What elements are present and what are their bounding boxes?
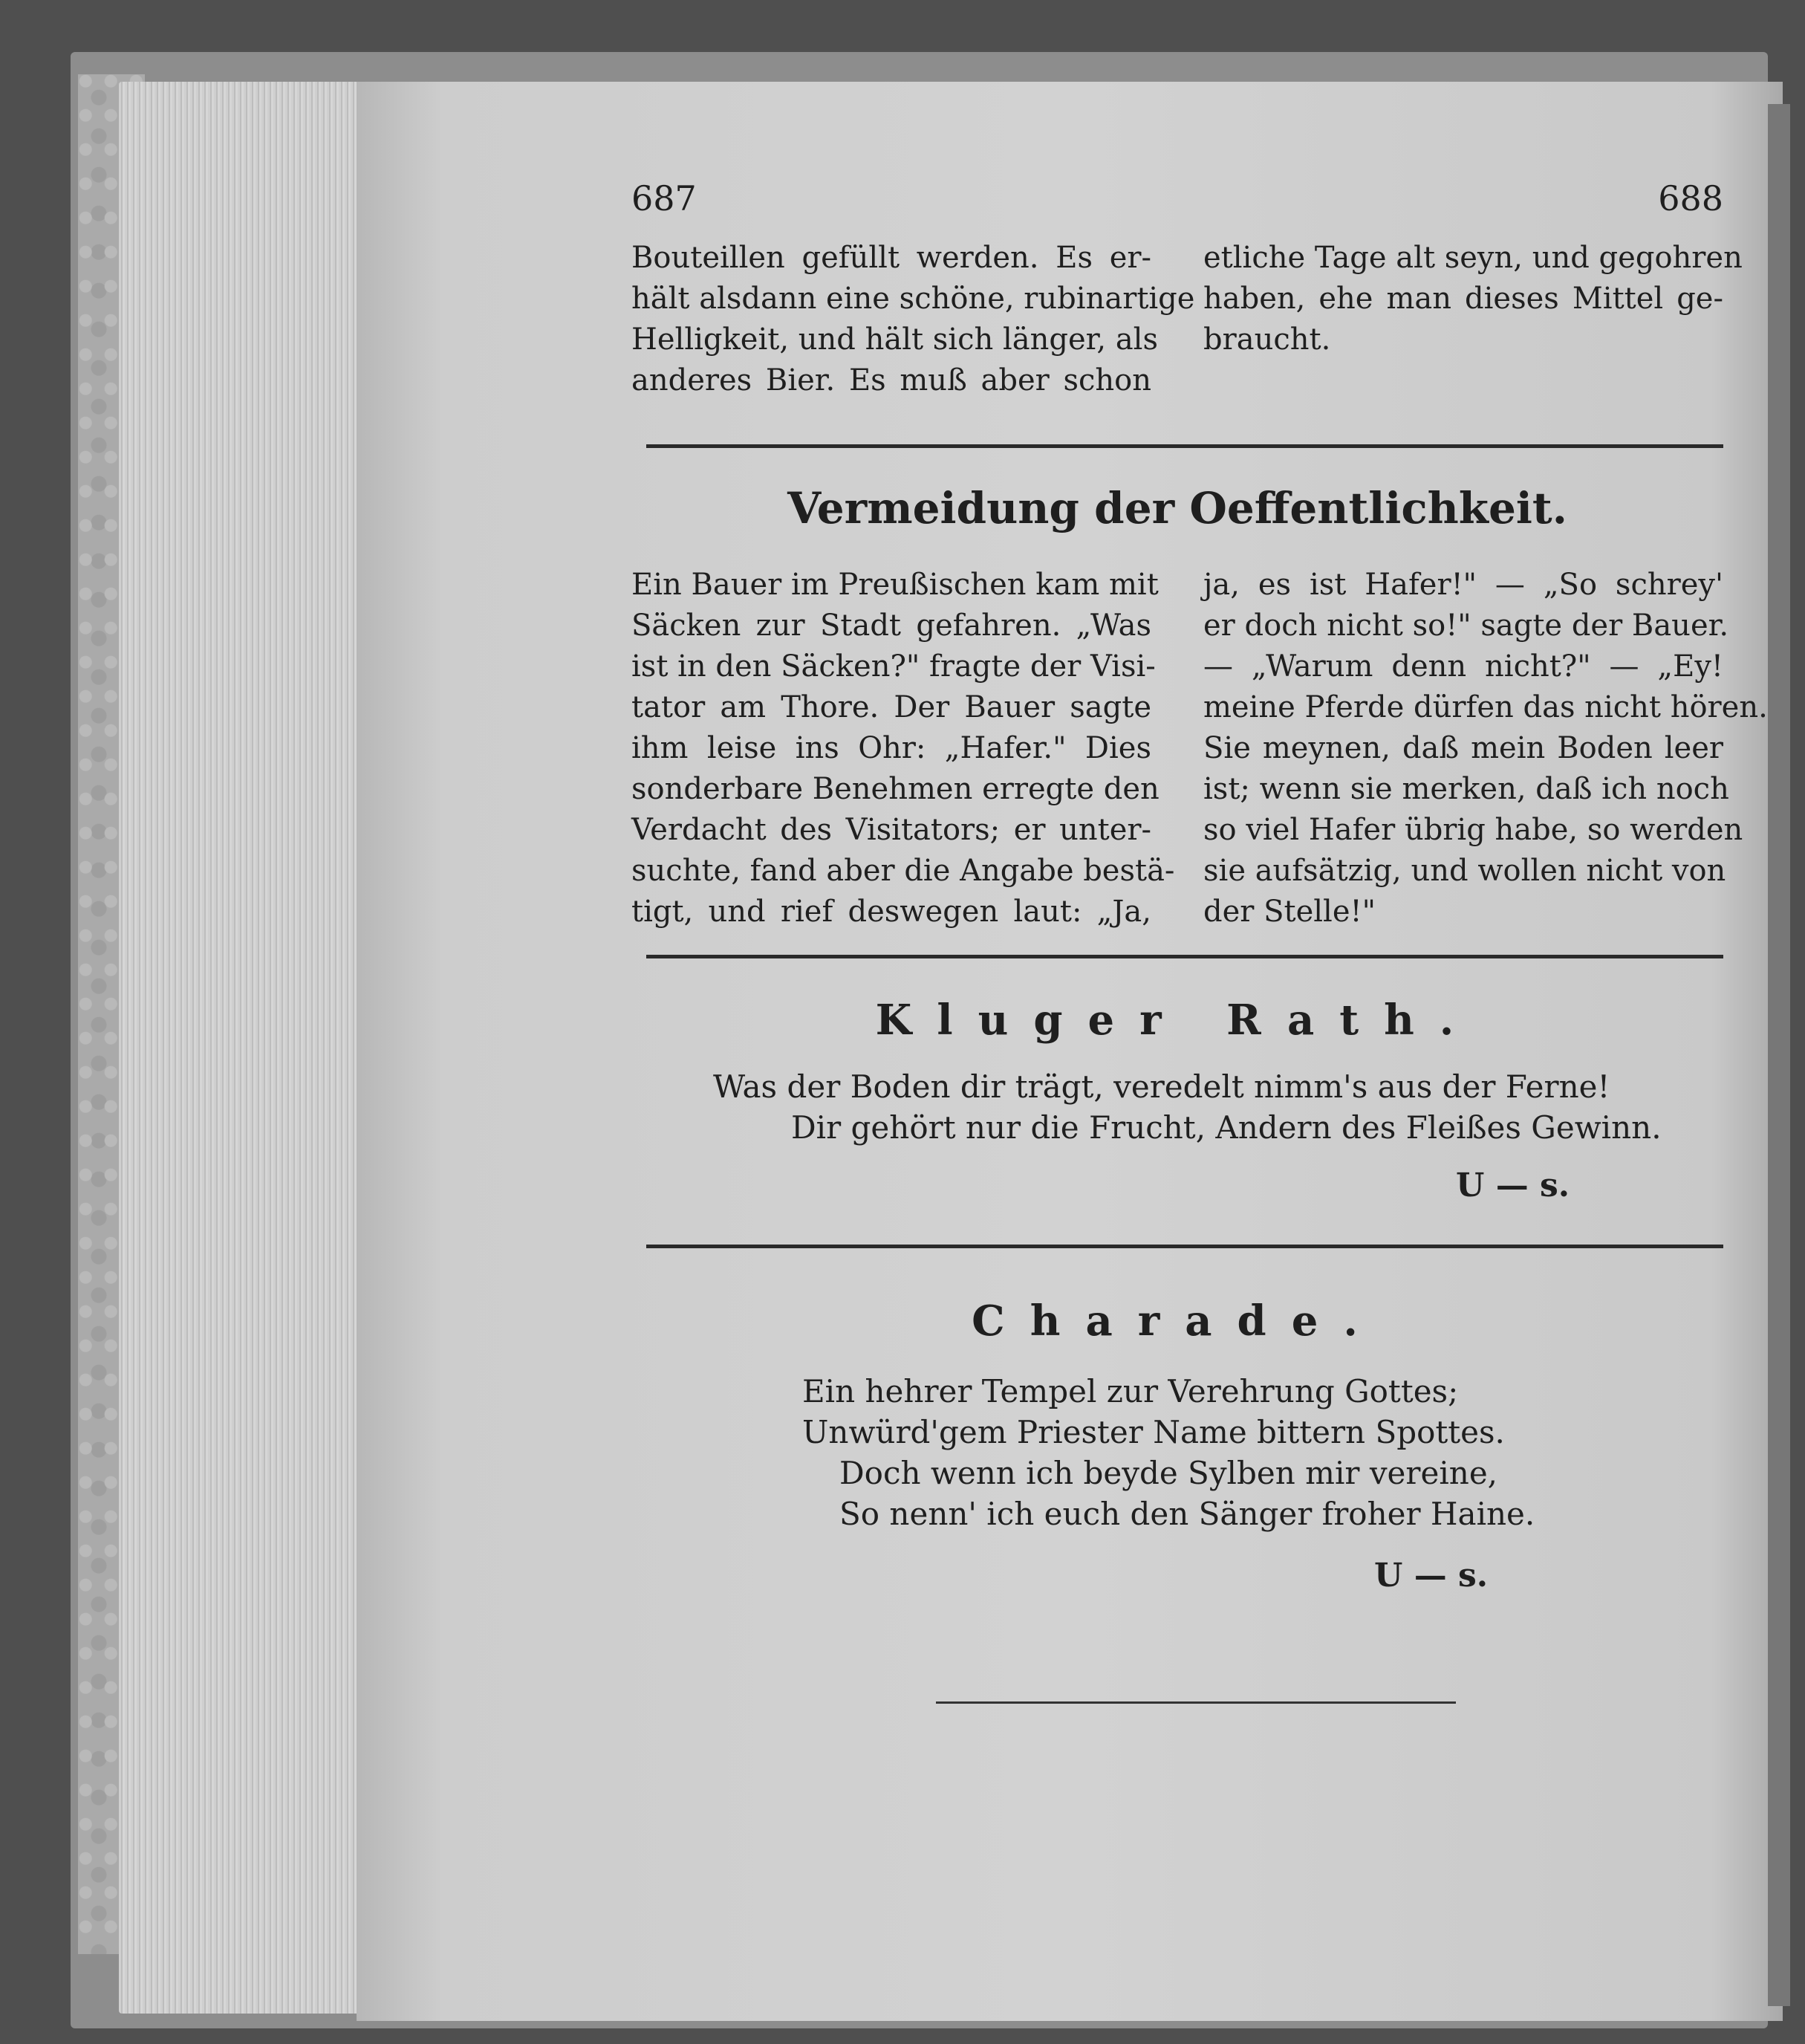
advice-title: Kluger Rath.	[875, 996, 1480, 1045]
text-line: braucht.	[1203, 322, 1331, 357]
text-line: meine Pferde dürfen das nicht hören.	[1203, 690, 1768, 724]
article-title: Vermeidung der Oeffentlichkeit.	[787, 483, 1567, 533]
text-line: tator am Thore. Der Bauer sagte	[631, 690, 1151, 724]
text-line: Säcken zur Stadt gefahren. „Was	[631, 609, 1151, 643]
text-line: hält alsdann eine schöne, rubinartige	[631, 282, 1195, 316]
charade-verse-line: Doch wenn ich beyde Sylben mir vereine,	[839, 1455, 1498, 1491]
page-number-right: 688	[1658, 178, 1723, 218]
section-divider	[646, 955, 1723, 958]
advice-verse-line: Dir gehört nur die Frucht, Andern des Fleißes Gewinn.	[791, 1109, 1662, 1146]
charade-title: Charade.	[972, 1297, 1383, 1346]
page-stack-edge	[119, 82, 357, 2014]
text-line: ist; wenn sie merken, daß ich noch	[1203, 772, 1729, 806]
continuation-left-column	[631, 238, 1195, 401]
text-line: Bouteillen gefüllt werden. Es er-	[631, 241, 1151, 275]
article-left-column	[631, 565, 1175, 932]
text-line: so viel Hafer übrig habe, so werden	[1203, 813, 1743, 847]
text-line: ihm leise ins Ohr: „Hafer." Dies	[631, 731, 1151, 765]
closing-rule	[936, 1701, 1456, 1704]
text-line: — „Warum denn nicht?" — „Ey!	[1203, 649, 1723, 684]
article-right-column	[1203, 565, 1768, 932]
page-gutter-shadow	[1768, 104, 1790, 2006]
text-line: anderes Bier. Es muß aber schon	[631, 363, 1151, 398]
text-line: Helligkeit, und hält sich länger, als	[631, 322, 1158, 357]
text-line: der Stelle!"	[1203, 895, 1376, 929]
text-line: Ein Bauer im Preußischen kam mit	[631, 568, 1159, 602]
text-line: ist in den Säcken?" fragte der Visi-	[631, 649, 1156, 684]
advice-signature: U — s.	[1456, 1167, 1570, 1204]
page-number-left: 687	[631, 178, 697, 218]
text-line: etliche Tage alt seyn, und gegohren	[1203, 241, 1743, 275]
continuation-right-column	[1203, 238, 1743, 360]
charade-verse-line: So nenn' ich euch den Sänger froher Haine.	[839, 1496, 1535, 1532]
section-divider	[646, 444, 1723, 448]
charade-verse-line: Ein hehrer Tempel zur Verehrung Gottes;	[802, 1373, 1459, 1409]
text-line: Verdacht des Visitators; er unter-	[631, 813, 1151, 847]
text-line: sonderbare Benehmen erregte den	[631, 772, 1160, 806]
text-line: sie aufsätzig, und wollen nicht von	[1203, 854, 1726, 888]
text-line: Sie meynen, daß mein Boden leer	[1203, 731, 1723, 765]
text-line: ja, es ist Hafer!" — „So schrey'	[1203, 568, 1723, 602]
section-divider	[646, 1245, 1723, 1248]
text-line: suchte, fand aber die Angabe bestä-	[631, 854, 1175, 888]
text-line: tigt, und rief deswegen laut: „Ja,	[631, 895, 1151, 929]
text-line: haben, ehe man dieses Mittel ge-	[1203, 282, 1723, 316]
text-line: er doch nicht so!" sagte der Bauer.	[1203, 609, 1729, 643]
charade-verse-line: Unwürd'gem Priester Name bittern Spottes.	[802, 1414, 1505, 1450]
page-content	[631, 178, 1768, 1694]
advice-verse-line: Was der Boden dir trägt, veredelt nimm's aus der Ferne!	[713, 1068, 1610, 1105]
charade-signature: U — s.	[1374, 1557, 1489, 1594]
